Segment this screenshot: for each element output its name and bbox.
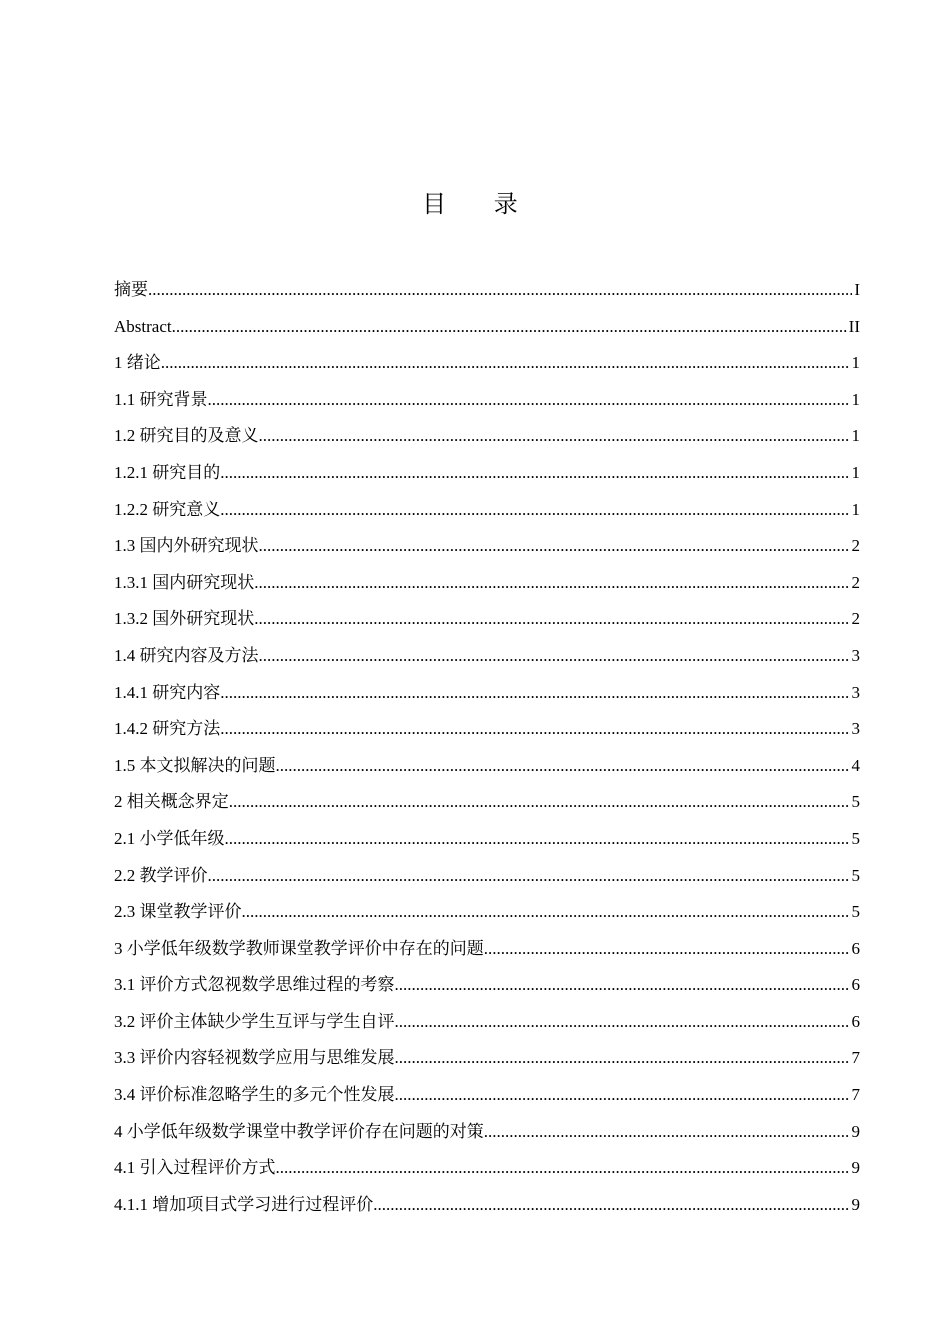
- toc-entry[interactable]: [114, 638, 860, 675]
- toc-entry-label: 4 小学低年级数学课堂中教学评价存在问题的对策: [114, 1121, 484, 1141]
- toc-entry-label: 2.1 小学低年级: [114, 828, 225, 848]
- toc-entry[interactable]: [114, 675, 860, 712]
- toc-entry-label: 2.3 课堂教学评价: [114, 902, 242, 922]
- toc-entry-page-number: 2: [851, 609, 860, 629]
- toc-entry[interactable]: [114, 382, 860, 419]
- toc-dot-leader: [220, 492, 849, 529]
- toc-entry-label: 1.2.2 研究意义: [114, 499, 221, 519]
- toc-dot-leader: [242, 894, 850, 931]
- toc-dot-leader: [395, 1040, 850, 1077]
- toc-dot-leader: [395, 967, 850, 1004]
- toc-entry[interactable]: [114, 784, 860, 821]
- toc-dot-leader: [276, 1150, 850, 1187]
- toc-entry[interactable]: [114, 931, 860, 968]
- toc-entry[interactable]: [114, 492, 860, 529]
- toc-dot-leader: [484, 931, 850, 968]
- toc-entry-page-number: I: [854, 280, 860, 299]
- toc-entry-label: 1.5 本文拟解决的问题: [114, 755, 276, 775]
- toc-entry-page-number: 5: [851, 828, 860, 848]
- toc-entry[interactable]: [114, 748, 860, 785]
- toc-entry-label: 1 绪论: [114, 353, 161, 373]
- toc-entry[interactable]: [114, 528, 860, 565]
- toc-entry-label: 1.4.1 研究内容: [114, 682, 221, 702]
- toc-dot-leader: [208, 382, 850, 419]
- toc-entry-label: Abstract: [114, 316, 172, 336]
- toc-dot-leader: [259, 418, 850, 455]
- page-title: 目 录: [422, 190, 538, 218]
- toc-entry-page-number: 1: [851, 389, 860, 409]
- toc-entry[interactable]: [114, 711, 860, 748]
- toc-entry-label: 1.3.1 国内研究现状: [114, 572, 255, 592]
- toc-entry-page-number: 3: [851, 645, 860, 665]
- toc-entry-page-number: 1: [851, 353, 860, 373]
- toc-entry[interactable]: [114, 455, 860, 492]
- toc-entry-page-number: 1: [851, 462, 860, 482]
- toc-entry-label: 3.4 评价标准忽略学生的多元个性发展: [114, 1085, 395, 1105]
- toc-entry-page-number: 1: [851, 426, 860, 446]
- toc-dot-leader: [161, 345, 850, 382]
- toc-entry-page-number: 9: [851, 1158, 860, 1178]
- toc-entry[interactable]: [114, 858, 860, 895]
- toc-entry[interactable]: [114, 272, 860, 309]
- toc-dot-leader: [395, 1004, 850, 1041]
- toc-entry-page-number: 5: [851, 792, 860, 812]
- toc-entry-page-number: 1: [851, 499, 860, 519]
- toc-entry-label: 3.1 评价方式忽视数学思维过程的考察: [114, 975, 395, 995]
- toc-dot-leader: [254, 601, 849, 638]
- toc-dot-leader: [259, 528, 850, 565]
- toc-entry-label: 1.2 研究目的及意义: [114, 426, 259, 446]
- toc-entry-label: 1.1 研究背景: [114, 389, 208, 409]
- toc-entry-label: 3.2 评价主体缺少学生互评与学生自评: [114, 1011, 395, 1031]
- toc-dot-leader: [276, 748, 850, 785]
- toc-entry-page-number: 2: [851, 536, 860, 556]
- toc-entry-page-number: 6: [851, 975, 860, 995]
- toc-entry-label: 1.3.2 国外研究现状: [114, 609, 255, 629]
- toc-entry-label: 摘要: [114, 280, 148, 299]
- toc-entry[interactable]: [114, 1150, 860, 1187]
- toc-dot-leader: [148, 272, 852, 309]
- toc-entry[interactable]: [114, 967, 860, 1004]
- toc-entry-page-number: II: [848, 316, 860, 336]
- toc-entry-page-number: 4: [851, 755, 860, 775]
- toc-entry-label: 1.2.1 研究目的: [114, 462, 221, 482]
- toc-dot-leader: [172, 309, 847, 346]
- toc-dot-leader: [220, 675, 849, 712]
- toc-entry-page-number: 3: [851, 719, 860, 739]
- toc-dot-leader: [373, 1187, 849, 1224]
- toc-entry[interactable]: [114, 1040, 860, 1077]
- toc-entry-label: 1.3 国内外研究现状: [114, 536, 259, 556]
- toc-entry-label: 1.4 研究内容及方法: [114, 645, 259, 665]
- toc-dot-leader: [220, 455, 849, 492]
- toc-entry[interactable]: [114, 309, 860, 346]
- toc-entry[interactable]: [114, 894, 860, 931]
- toc-entry[interactable]: [114, 821, 860, 858]
- toc-entry-page-number: 2: [851, 572, 860, 592]
- toc-entry[interactable]: [114, 345, 860, 382]
- toc-entry[interactable]: [114, 1077, 860, 1114]
- toc-entry-page-number: 7: [851, 1048, 860, 1068]
- toc-entry-page-number: 6: [851, 938, 860, 958]
- toc-entry[interactable]: [114, 418, 860, 455]
- toc-entry-label: 3 小学低年级数学教师课堂教学评价中存在的问题: [114, 938, 484, 958]
- toc-dot-leader: [229, 784, 850, 821]
- toc-entry-label: 1.4.2 研究方法: [114, 719, 221, 739]
- toc-entry[interactable]: [114, 1004, 860, 1041]
- toc-dot-leader: [225, 821, 850, 858]
- toc-entry-page-number: 5: [851, 902, 860, 922]
- toc-entry[interactable]: [114, 565, 860, 602]
- toc-entry-page-number: 9: [851, 1194, 860, 1214]
- toc-entry-page-number: 7: [851, 1085, 860, 1105]
- toc-entry-label: 4.1.1 增加项目式学习进行过程评价: [114, 1194, 374, 1214]
- toc-entry-label: 2.2 教学评价: [114, 865, 208, 885]
- toc-entry-page-number: 5: [851, 865, 860, 885]
- toc-entry[interactable]: [114, 601, 860, 638]
- toc-entry[interactable]: [114, 1114, 860, 1151]
- toc-entry-page-number: 6: [851, 1011, 860, 1031]
- toc-entry-label: 3.3 评价内容轻视数学应用与思维发展: [114, 1048, 395, 1068]
- toc-dot-leader: [395, 1077, 850, 1114]
- toc-dot-leader: [220, 711, 849, 748]
- toc-dot-leader: [484, 1114, 850, 1151]
- toc-entry-page-number: 3: [851, 682, 860, 702]
- toc-dot-leader: [254, 565, 849, 602]
- toc-entry-label: 2 相关概念界定: [114, 792, 229, 812]
- toc-entry-label: 4.1 引入过程评价方式: [114, 1158, 276, 1178]
- toc-entry-page-number: 9: [851, 1121, 860, 1141]
- table-of-contents: [114, 272, 860, 1223]
- toc-dot-leader: [208, 858, 850, 895]
- toc-dot-leader: [259, 638, 850, 675]
- toc-entry[interactable]: [114, 1187, 860, 1224]
